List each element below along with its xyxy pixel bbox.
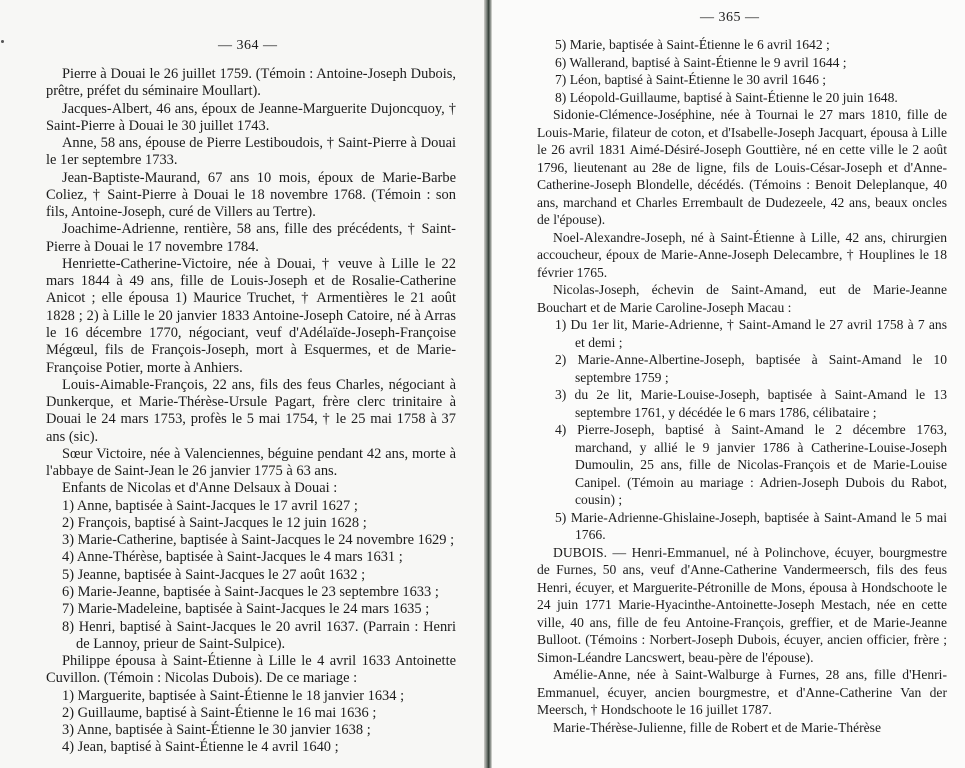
list-item: 4) Anne-Thérèse, baptisée à Saint-Jacques le 4 mars 1631 ; xyxy=(62,549,403,566)
list-item: 2) Marie-Anne-Albertine-Joseph, baptisée à Saint-Amand le 10 septembre 1759 ; xyxy=(555,352,947,385)
list-item: 2) François, baptisé à Saint-Jacques le 12 juin 1628 ; xyxy=(62,514,367,531)
list-item: 1) Du 1er lit, Marie-Adrienne, † Saint-Amand le 27 avril 1758 à 7 ans et demi ; xyxy=(555,317,947,350)
paragraph: Jacques-Albert, 46 ans, époux de Jeanne-Marguerite Dujoncquoy, † Saint-Pierre à Douai le 30 juillet 1743. xyxy=(46,100,456,134)
list-item: 4) Jean, baptisé à Saint-Étienne le 4 avril 1640 ; xyxy=(62,739,339,756)
list-item: 6) Wallerand, baptisé à Saint-Étienne le 9 avril 1644 ; xyxy=(555,54,847,70)
list-item: 4) Pierre-Joseph, baptisé à Saint-Amand le 2 décembre 1763, marchand, y allié le 9 janvier 1786 à Catherine-Louise-Joseph Dumoulin, 25 ans, fille de Nicolas-François et de Marie-Louise Canipel. (Témoin au mariage : Adrien-Joseph Dubois du Rabot, cousin) ; xyxy=(555,422,947,507)
paragraph: Jean-Baptiste-Maurand, 67 ans 10 mois, époux de Marie-Barbe Coliez, † Saint-Pierre à Douai le 18 novembre 1768. (Témoin : son fils, Antoine-Joseph, curé de Villers au Tertre). xyxy=(46,169,456,221)
paragraph: Sidonie-Clémence-Joséphine, née à Tournai le 27 mars 1810, fille de Louis-Marie, filateur de coton, et d'Isabelle-Joseph Jacquart, épousa à Lille le 26 avril 1831 Aimé-Désiré-Joseph Gouttière, né en cette ville le 2 août 1796, lieutenant au 28e de ligne, fils de Louis-César-Joseph et d'Anne-Catherine-Joseph Blondelle, décédés. (Témoins : Benoit Deleplanque, 40 ans, marchand et Charles Errembault de Dudezeele, 42 ans, beaux oncles de l'épouse). xyxy=(537,107,947,227)
left-page-text xyxy=(46,66,456,757)
paragraph: Amélie-Anne, née à Saint-Walburge à Furnes, 28 ans, fille d'Henri-Emmanuel, écuyer, ancien bourgmestre, et d'Anne-Catherine Van der Meersch, † Hondschoote le 16 juillet 1787. xyxy=(537,667,947,717)
paragraph: Henriette-Catherine-Victoire, née à Douai, † veuve à Lille le 22 mars 1844 à 49 ans, fille de Louis-Joseph et de Rosalie-Catherine Anicot ; elle épousa 1) Maurice Truchet, † Armentières le 21 août 1828 ; 2) à Lille le 20 janvier 1833 Antoine-Joseph Catoire, né à Arras le 16 décembre 1770, négociant, veuf d'Adélaïde-Joseph-Françoise Mégœul, fils de François-Joseph, mort à Esquermes, et de Marie-Françoise Potier, morte à Anhiers. xyxy=(46,255,456,376)
paragraph: Anne, 58 ans, épouse de Pierre Lestiboudois, † Saint-Pierre à Douai le 1er septembre 1733. xyxy=(46,135,456,169)
list-item: 5) Jeanne, baptisée à Saint-Jacques le 27 août 1632 ; xyxy=(62,566,366,583)
list-item: 1) Anne, baptisée à Saint-Jacques le 17 avril 1627 ; xyxy=(62,497,358,514)
paragraph: Marie-Thérèse-Julienne, fille de Robert et de Marie-Thérèse xyxy=(553,719,881,735)
list-item: 1) Marguerite, baptisée à Saint-Étienne le 18 janvier 1634 ; xyxy=(62,687,405,704)
list-item: 5) Marie-Adrienne-Ghislaine-Joseph, baptisée à Saint-Amand le 5 mai 1766. xyxy=(555,509,947,542)
left-page-number: — 364 — xyxy=(218,38,278,53)
list-item: 3) Anne, baptisée à Saint-Étienne le 30 janvier 1638 ; xyxy=(62,722,371,739)
list-item: 7) Marie-Madeleine, baptisée à Saint-Jacques le 24 mars 1635 ; xyxy=(62,601,430,618)
list-item: 8) Léopold-Guillaume, baptisé à Saint-Étienne le 20 juin 1648. xyxy=(555,89,898,105)
list-item: 5) Marie, baptisée à Saint-Étienne le 6 avril 1642 ; xyxy=(555,37,830,52)
list-item: 2) Guillaume, baptisé à Saint-Étienne le 16 mai 1636 ; xyxy=(62,704,377,721)
paragraph: Pierre à Douai le 26 juillet 1759. (Témoin : Antoine-Joseph Dubois, prêtre, préfet du séminaire Moullart). xyxy=(46,66,456,100)
paragraph: Louis-Aimable-François, 22 ans, fils des feus Charles, négociant à Dunkerque, et Marie-Thérèse-Ursule Pagart, frère clerc trinitaire à Douai le 24 mars 1753, profès le 5 mai 1754, † le 25 mai 1758 à 37 ans (sic). xyxy=(46,376,456,445)
paragraph: Noel-Alexandre-Joseph, né à Saint-Étienne à Lille, 42 ans, chirurgien accoucheur, époux de Marie-Anne-Joseph Delecambre, † Houplines le 18 février 1765. xyxy=(537,229,947,280)
paragraph: Enfants de Nicolas et d'Anne Delsaux à Douai : xyxy=(62,480,338,497)
right-page-number: — 365 — xyxy=(700,10,760,25)
list-item: 3) Marie-Catherine, baptisée à Saint-Jacques le 24 novembre 1629 ; xyxy=(62,532,455,549)
list-item: 8) Henri, baptisé à Saint-Jacques le 20 avril 1637. (Parrain : Henri de Lannoy, prieur de Saint-Sulpice). xyxy=(62,618,456,652)
list-item: 3) du 2e lit, Marie-Louise-Joseph, baptisée à Saint-Amand le 13 septembre 1761, y décédée le 6 mars 1786, célibataire ; xyxy=(555,387,947,420)
paragraph: Sœur Victoire, née à Valenciennes, béguine pendant 42 ans, morte à l'abbaye de Saint-Jean le 26 janvier 1775 à 63 ans. xyxy=(46,445,456,480)
list-item: 6) Marie-Jeanne, baptisée à Saint-Jacques le 23 septembre 1633 ; xyxy=(62,583,439,600)
right-page-text xyxy=(537,36,947,736)
list-item: 7) Léon, baptisé à Saint-Étienne le 30 avril 1646 ; xyxy=(555,72,827,87)
paragraph: Nicolas-Joseph, échevin de Saint-Amand, eut de Marie-Jeanne Bouchart et de Marie Caroline-Joseph Macau : xyxy=(537,282,947,315)
right-page xyxy=(492,0,965,768)
ink-smudge xyxy=(1,40,4,43)
paragraph: DUBOIS. — Henri-Emmanuel, né à Polinchove, écuyer, bourgmestre de Furnes, 50 ans, veuf d'Anne-Catherine Vandermeersch, fils des feus Henri, écuyer, et Marguerite-Pétronille de Mons, épousa à Hondschoote le 24 juin 1771 Marie-Hyacinthe-Antoinette-Joseph Mestach, née en cette ville, 40 ans, fille de feu Antoine-François, greffier, et de Marie-Jeanne Bulloot. (Témoins : Norbert-Joseph Dubois, écuyer, ancien officier, frère ; Simon-Léandre Lancswert, beau-père de l'épouse). xyxy=(537,544,947,665)
paragraph: Philippe épousa à Saint-Étienne à Lille le 4 avril 1633 Antoinette Cuvillon. (Témoin : Nicolas Dubois). De ce mariage : xyxy=(46,653,456,687)
paragraph: Joachime-Adrienne, rentière, 58 ans, fille des précédents, † Saint-Pierre à Douai le 17 novembre 1784. xyxy=(46,221,456,255)
book-spine xyxy=(484,0,492,768)
